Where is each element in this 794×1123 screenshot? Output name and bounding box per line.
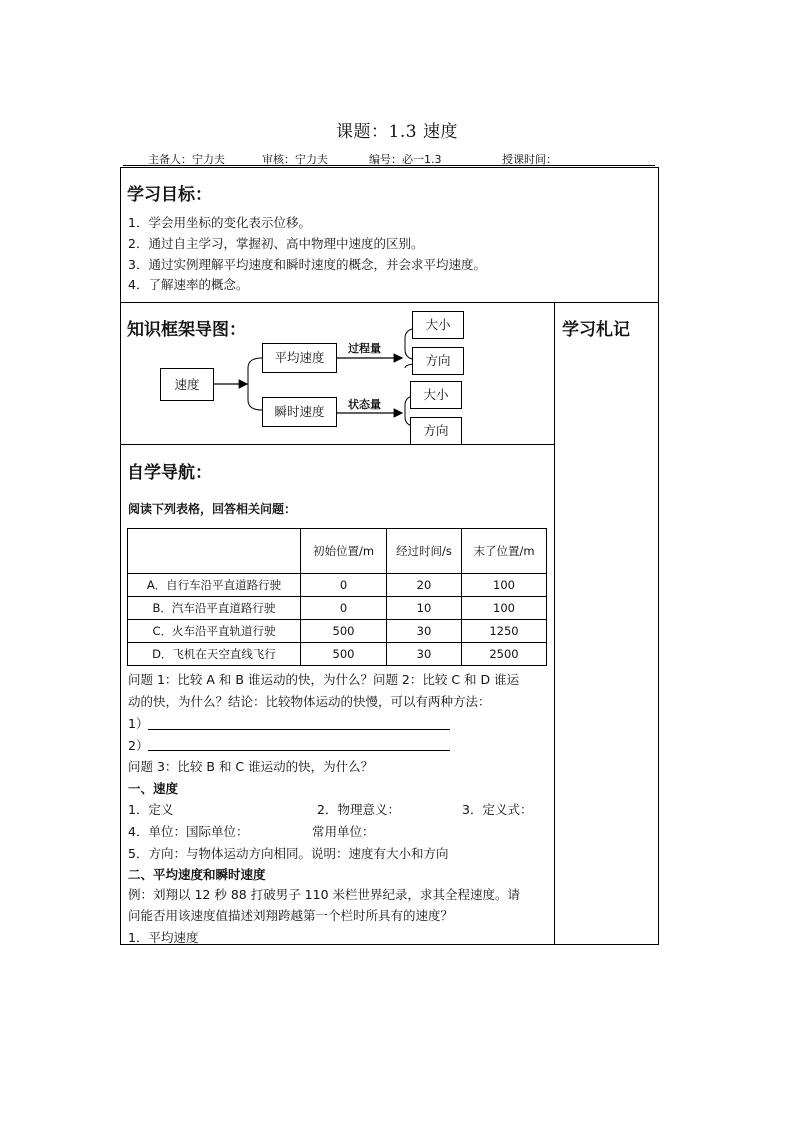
class-time: 授课时间：: [502, 153, 557, 166]
example-line-2: 问能否用该速度值描述刘翔跨越第一个栏时所具有的速度？: [128, 908, 454, 923]
question-3: 问题 3：比较 B 和 C 谁运动的快，为什么？: [128, 759, 374, 774]
answer-blank-2[interactable]: [148, 750, 450, 751]
leaf-magnitude: 大小: [412, 311, 464, 339]
table-cell: 500: [301, 620, 387, 643]
header-underline: [123, 165, 655, 166]
motion-table: [127, 528, 547, 666]
table-row: [128, 574, 547, 597]
section-velocity: 一、速度: [128, 781, 179, 796]
velocity-direction: 5．方向：与物体运动方向相同。说明：速度有大小和方向: [128, 846, 449, 861]
goals-heading: 学习目标：: [127, 185, 212, 205]
framework-heading: 知识框架导图：: [127, 320, 246, 340]
blank-label-2: 2）: [128, 738, 149, 753]
table-header: 初始位置/m: [301, 529, 387, 574]
average-speed-item: 1．平均速度: [128, 930, 199, 945]
answer-blank-1[interactable]: [148, 729, 450, 730]
table-cell: 2500: [462, 643, 547, 666]
goal-item: 1．学会用坐标的变化表示位移。: [128, 215, 311, 230]
table-header-row: [128, 529, 547, 574]
doc-number: 编号：必一1.3: [369, 153, 442, 166]
root-brace: [248, 358, 262, 410]
velocity-meaning: 2．物理意义：: [317, 802, 400, 817]
goal-item: 2．通过自主学习，掌握初、高中物理中速度的区别。: [128, 236, 424, 251]
table-intro: 阅读下列表格，回答相关问题：: [128, 502, 297, 516]
goal-item: 4．了解速率的概念。: [128, 277, 249, 292]
table-cell: D．飞机在天空直线飞行: [128, 643, 301, 666]
table-row: [128, 597, 547, 620]
root-node: 速度: [160, 368, 214, 401]
table-cell: A．自行车沿平直道路行驶: [128, 574, 301, 597]
table-cell: 1250: [462, 620, 547, 643]
velocity-definition: 1．定义: [128, 802, 174, 817]
state-label: 状态量: [348, 398, 381, 411]
table-header: 经过时间/s: [387, 529, 462, 574]
table-cell: 10: [387, 597, 462, 620]
table-cell: 100: [462, 597, 547, 620]
table-cell: 20: [387, 574, 462, 597]
table-cell: B．汽车沿平直道路行驶: [128, 597, 301, 620]
leaf-direction: 方向: [412, 347, 464, 375]
velocity-common-unit: 常用单位：: [312, 824, 375, 839]
preparer: 主备人：宁力夫: [148, 153, 225, 166]
process-label: 过程量: [348, 342, 381, 355]
table-header: [128, 529, 301, 574]
blank-label-1: 1）: [128, 716, 149, 731]
section-average-instant: 二、平均速度和瞬时速度: [128, 867, 266, 882]
divider-framework: [120, 444, 554, 445]
notes-heading: 学习札记: [562, 320, 630, 340]
table-cell: 500: [301, 643, 387, 666]
question-1: 问题 1：比较 A 和 B 谁运动的快，为什么？问题 2：比较 C 和 D 谁运: [128, 672, 520, 687]
table-cell: 30: [387, 643, 462, 666]
table-row: [128, 643, 547, 666]
table-header: 末了位置/m: [462, 529, 547, 574]
divider-notes-column: [554, 302, 555, 945]
instant-speed-node: 瞬时速度: [262, 397, 337, 427]
question-1-cont: 动的快，为什么？结论：比较物体运动的快慢，可以有两种方法：: [128, 694, 491, 709]
velocity-formula: 3．定义式：: [462, 802, 533, 817]
example-line-1: 例：刘翔以 12 秒 88 打破男子 110 米栏世界纪录，求其全程速度。请: [128, 887, 521, 902]
table-row: [128, 620, 547, 643]
reviewer: 审核：宁力夫: [262, 153, 328, 166]
velocity-si-unit: 4．单位：国际单位：: [128, 824, 249, 839]
leaf-magnitude: 大小: [410, 381, 462, 409]
average-speed-node: 平均速度: [262, 343, 337, 373]
leaf-direction: 方向: [410, 417, 462, 445]
table-cell: 30: [387, 620, 462, 643]
table-cell: 0: [301, 597, 387, 620]
table-cell: 0: [301, 574, 387, 597]
table-cell: C．火车沿平直轨道行驶: [128, 620, 301, 643]
goal-item: 3．通过实例理解平均速度和瞬时速度的概念，并会求平均速度。: [128, 257, 486, 272]
page-title: 课题：1.3 速度: [336, 122, 458, 142]
table-cell: 100: [462, 574, 547, 597]
self-study-heading: 自学导航：: [127, 463, 212, 483]
